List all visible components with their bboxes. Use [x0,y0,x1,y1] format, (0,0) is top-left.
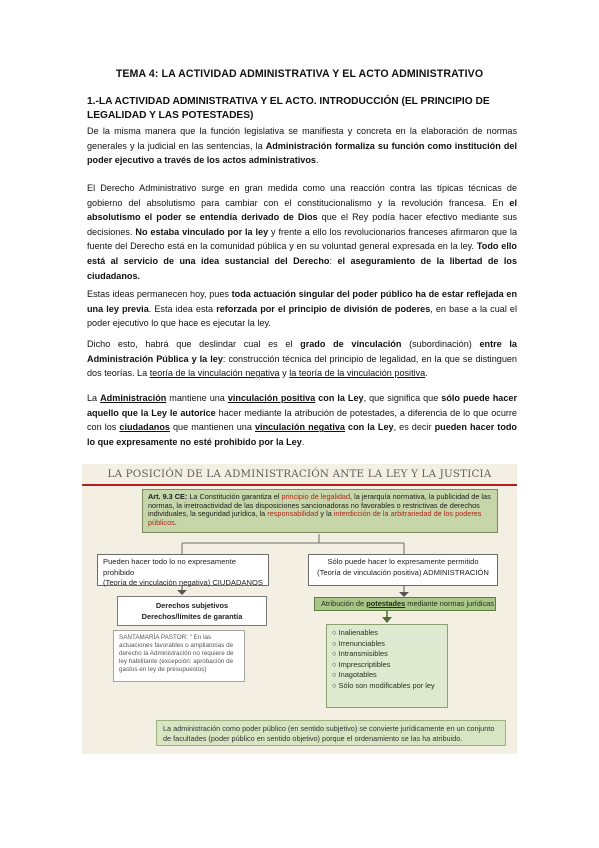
bullet-circle-icon: ○ [332,659,339,669]
list-item-text: Inalienables [338,628,378,637]
p2-text-a: El Derecho Administrativo surge en gran medida como una reacción contra las típicas técnicas de gobierno del absolutismo para cambiar con el constitucionalismo y la revolución francesa. En [87,183,517,208]
diagram-figure [82,464,517,754]
document-title: TEMA 4: LA ACTIVIDAD ADMINISTRATIVA Y EL ACTO ADMINISTRATIVO [115,68,484,80]
p5-text-e: con la Ley [315,393,364,403]
conclusion-box: La administración como poder público (en sentido subjetivo) se convierte jurídicamente en un conjunto de facultades (poder público en sentido objetivo) porque el ordenamiento se las ha atribuido. [156,720,506,746]
p4-text-i: . [425,368,428,379]
paragraph-3 [87,287,517,331]
article-highlight-legalidad: principio de legalidad [281,492,351,501]
ciudadanos-line-2: (Teoría de vinculación negativa) CIUDADANOS [103,578,263,587]
p2-text-d: No estaba vinculado por la ley [135,226,269,237]
derechos-line-2: Derechos/límites de garantía [141,612,243,621]
p3-text-e: , en base a la cual el poder ejecutivo lo que hace es ejecutar la ley. [87,303,517,329]
atribucion-text-c: mediante normas jurídicas [405,599,494,608]
p5-text-h: hacer mediante la atribución de potestades, a diferencia de lo que ocurre con los [87,407,517,433]
list-item-text: Sólo son modificables por ley [338,680,435,690]
p1-text-c: . [315,155,319,166]
p1-text-b: Administración formaliza su función como institución del poder ejecutivo a través de los actos administrativos [87,140,517,166]
p1-text-a: De la misma manera que la función legislativa se manifiesta y concreta en la elaboración de normas generales y la judicial en las sentencias, la [87,126,517,151]
derechos-line-1: Derechos subjetivos [155,601,229,610]
list-item [332,660,442,671]
potestades-list [326,624,448,708]
p5-text-d: vinculación positiva [227,393,316,403]
administracion-line-2: (Teoría de vinculación positiva) ADMINISTRACIÓN [317,567,489,577]
p4-text-c: (subordinación) [401,339,480,349]
p4-text-e: : construcción técnica del principio de legalidad, en la que se distinguen dos teorías. La [87,353,517,379]
article-text-1: La Constitución garantiza el [187,492,282,501]
bullet-circle-icon: ○ [332,670,339,679]
p4-text-b: grado de vinculación [300,339,402,349]
bullet-circle-icon: ○ [332,638,339,648]
p5-text-a: La [87,393,101,403]
list-item-text: Intransmisibles [338,649,388,658]
p5-text-j: que mantienen una [169,422,255,433]
bullet-circle-icon: ○ [332,649,339,658]
p2-text-c: que el Rey podía hacer efectivo mediante sus decisiones. [87,212,517,237]
paragraph-2 [87,181,517,283]
p4-text-d: entre la Administración Pública y la ley [87,339,517,364]
bullet-circle-icon: ○ [332,628,339,637]
p5-text-i: ciudadanos [119,422,170,433]
article-label: Art. 9.3 CE: [148,492,188,501]
p5-text-o: . [301,436,305,447]
p3-text-d: reforzada por el principio de división de poderes [216,303,431,314]
derechos-box [117,596,267,626]
list-item-text: Inagotables [338,670,377,679]
ciudadanos-box [97,554,269,586]
paragraph-1 [87,124,517,168]
section-heading: 1.-LA ACTIVIDAD ADMINISTRATIVA Y EL ACTO. INTRODUCCIÓN (EL PRINCIPIO DE LEGALIDAD Y LAS POTESTADES) [87,96,490,121]
list-item [332,681,442,692]
p2-text-e: y frente a ello los revolucionarios franceses afirmaron que la fuente del Derecho está en la comunidad pública y en su voluntad general expresada en la ley. [87,226,518,252]
article-highlight-responsabilidad: responsabilidad [267,509,319,519]
list-item [332,628,442,639]
article-highlight-interdiccion: interdicción de la arbitrariedad de los poderes públicos [148,509,482,527]
atribucion-text-b: potestades [366,599,406,608]
p5-text-m: , es decir [393,422,435,433]
p5-text-l: con la Ley [344,422,394,433]
p3-text-a: Estas ideas permanecen hoy, pues [87,289,232,299]
ciudadanos-line-1: Pueden hacer todo lo no expresamente prohibido [103,557,236,577]
list-item [332,649,442,660]
article-text-3: y la [318,509,334,519]
p5-text-k: vinculación negativa [254,422,345,433]
p5-text-b: Administración [100,393,167,403]
figure-title: LA POSICIÓN DE LA ADMINISTRACIÓN ANTE LA LEY Y LA JUSTICIA [107,468,492,480]
p4-text-f: teoría de la vinculación negativa [149,368,280,379]
administracion-box [308,554,498,586]
p4-text-g: y [279,368,290,379]
p2-text-g: : [329,255,338,266]
atribucion-potestades-box [314,597,496,611]
list-item-text: Irrenunciables [338,638,385,648]
article-text-2: , la jerarquía normativa, la publicidad de las normas, la irretroactividad de las disposiciones sancionadoras no favorables o restrictivas de derechos individuales, la seguridad jurídica, la [148,492,491,519]
administracion-line-1: Sólo puede hacer lo expresamente permitido [327,557,479,566]
list-item [332,670,442,681]
p2-text-b: el absolutismo el poder se entendía derivado de Dios [87,197,517,223]
p4-text-a: Dicho esto, habrá que deslindar cual es el [87,339,301,349]
paragraph-4 [87,337,517,381]
bullet-circle-icon: ○ [332,680,339,690]
p5-text-n: pueden hacer todo lo que expresamente no esté prohibido por la Ley [87,422,517,447]
p3-text-b: toda actuación singular del poder público ha de estar reflejada en una ley previa [87,289,517,314]
paragraph-5 [87,391,517,449]
santamaria-pastor-note: SANTAMARÍA PASTOR: " En las actuaciones favorables o ampliatorias de derecho la Administración no requiere de ley habilitante (excepción: aprobación de gastos en ley de presupuestos) [113,630,245,682]
p2-text-f: Todo ello está al servicio de una idea sustancial del Derecho [87,241,517,266]
p5-text-f: , que significa que [363,393,442,403]
p5-text-g: sólo puede hacer aquello que la Ley le autorice [87,393,517,418]
list-item-text: Imprescriptibles [338,659,391,669]
article-text-4: . [174,517,177,527]
article-9-3-box [142,489,498,533]
p2-text-h: el aseguramiento de la libertad de los ciudadanos. [87,255,517,281]
p4-text-h: la teoría de la vinculación positiva [289,368,426,379]
p3-text-c: . Esta idea esta [148,303,217,314]
atribucion-text-a: Atribución de [321,599,367,608]
list-item [332,639,442,650]
p5-text-c: mantiene una [166,393,228,403]
